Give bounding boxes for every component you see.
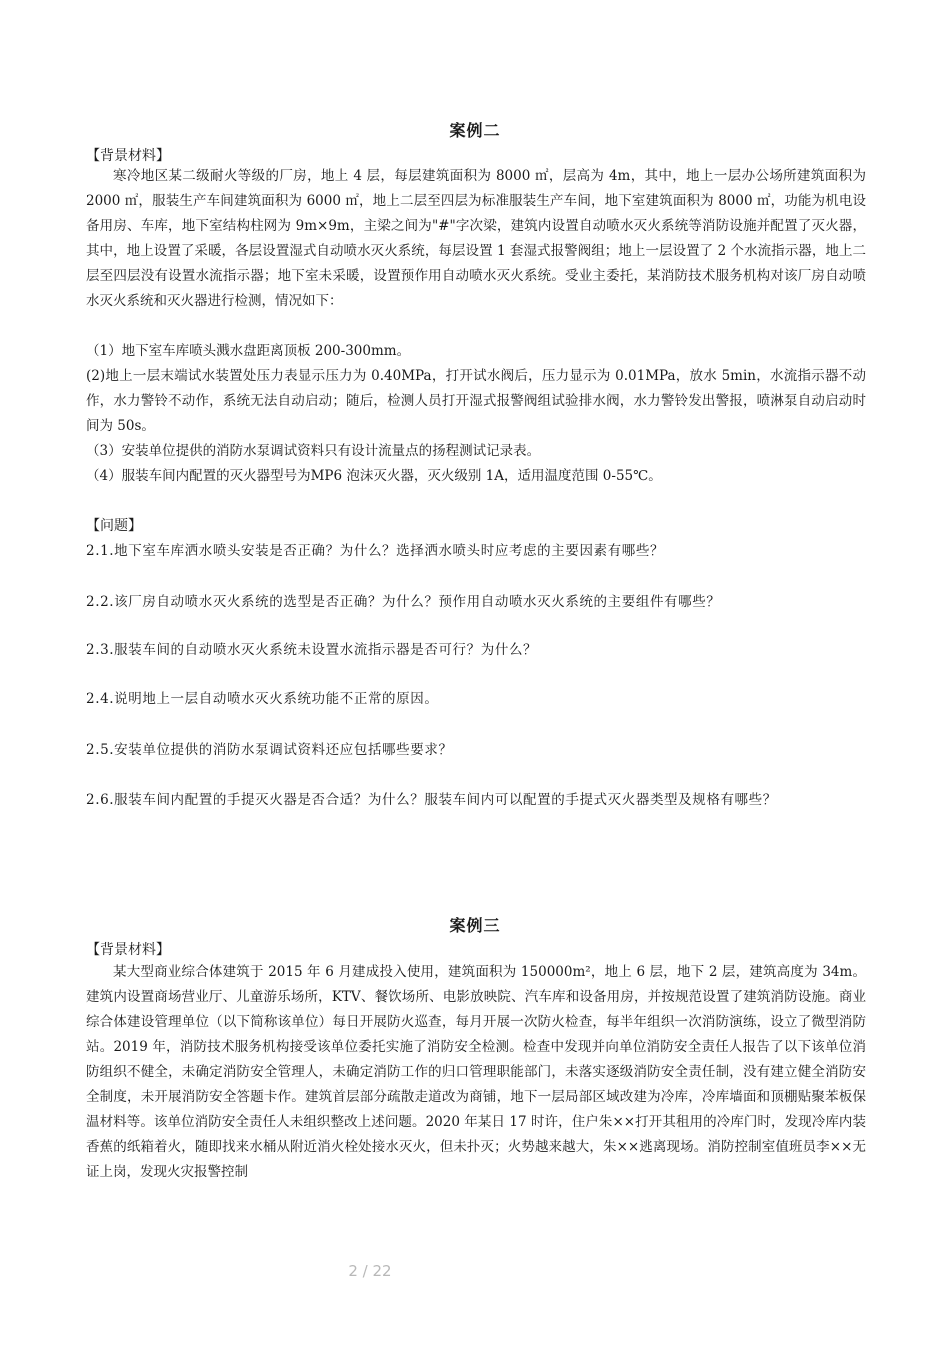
case2-item-4: （4）服装车间内配置的灭火器型号为MP6 泡沫灭火器，灭火级别 1A，适用温度范围 0-55℃。 <box>86 468 662 484</box>
case2-title: 案例二 <box>449 121 501 140</box>
question-2-5: 2.5.安装单位提供的消防水泵调试资料还应包括哪些要求？ <box>86 742 453 758</box>
question-2-2: 2.2.该厂房自动喷水灭火系统的选型是否正确？为什么？预作用自动喷水灭火系统的主要组件有哪些？ <box>86 594 721 610</box>
case3-title: 案例三 <box>449 916 501 935</box>
page-indicator: 2 / 22 <box>348 1262 392 1280</box>
case3-background-label: 【背景材料】 <box>86 942 170 958</box>
question-2-3: 2.3.服装车间的自动喷水灭火系统未设置水流指示器是否可行？为什么？ <box>86 642 538 658</box>
case2-item-1: （1）地下室车库喷头溅水盘距离顶板 200-300mm。 <box>86 343 411 359</box>
case2-background-text: 寒冷地区某二级耐火等级的厂房，地上 4 层，每层建筑面积为 8000 ㎡，层高为 4m，其中，地上一层办公场所建筑面积为 2000 ㎡，服装生产车间建筑面积为 6000 ㎡，地上二层至四层为标准服装生产车间，地下室建筑面积为 8000 ㎡，功能为机电设备用房、车库，地下室结构柱网为 9m×9m，主梁之间为"#"字次梁，建筑内设置自动喷水灭火系统等消防设施并配置了灭火器，其中，地上设置了采暖，各层设置湿式自动喷水灭火系统，每层设置 1 套湿式报警阀组；地上一层设置了 2 个水流指示器，地上二层至四层没有设置水流指示器；地下室未采暖，设置预作用自动喷水灭火系统。受业主委托，某消防技术服务机构对该厂房自动喷水灭火系统和灭火器进行检测，情况如下： <box>86 168 866 309</box>
case2-item-3: （3）安装单位提供的消防水泵调试资料只有设计流量点的扬程测试记录表。 <box>86 443 541 459</box>
question-2-6: 2.6.服装车间内配置的手提灭火器是否合适？为什么？服装车间内可以配置的手提式灭火器类型及规格有哪些？ <box>86 792 777 808</box>
case2-background-label: 【背景材料】 <box>86 148 170 164</box>
question-2-1: 2.1.地下室车库洒水喷头安装是否正确？为什么？选择洒水喷头时应考虑的主要因素有哪些？ <box>86 543 665 559</box>
case3-background-text: 某大型商业综合体建筑于 2015 年 6 月建成投入使用，建筑面积为 150000m²，地上 6 层，地下 2 层，建筑高度为 34m。建筑内设置商场营业厅、儿童游乐场所，KTV、餐饮场所、电影放映院、汽车库和设备用房，并按规范设置了建筑消防设施。商业综合体建设管理单位（以下简称该单位）每日开展防火巡查，每月开展一次防火检查，每半年组织一次消防演练，设立了微型消防站。2019 年，消防技术服务机构接受该单位委托实施了消防安全检测。检查中发现并向单位消防安全责任人报告了以下该单位消防组织不健全，未确定消防安全管理人，未确定消防工作的归口管理职能部门，未落实逐级消防安全责任制，没有建立健全消防安全制度，未开展消防安全答题卡作。建筑首层部分疏散走道改为商铺，地下一层局部区域改建为冷库，冷库墙面和顶棚贴聚苯板保温材料等。该单位消防安全责任人未组织整改上述问题。2020 年某日 17 时许，住户朱××打开其租用的冷库门时，发现冷库内装香蕉的纸箱着火，随即找来水桶从附近消火栓处接水灭火，但未扑灭；火势越来越大，朱××逃离现场。消防控制室值班员李××无证上岗，发现火灾报警控制 <box>86 964 866 1180</box>
case2-item-2: (2)地上一层末端试水装置处压力表显示压力为 0.40MPa，打开试水阀后，压力显示为 0.01MPa，放水 5min，水流指示器不动作，水力警铃不动作，系统无法自动启动；随后，检测人员打开湿式报警阀组试验排水阀，水力警铃发出警报，喷淋泵自动启动时间为 50s。 <box>86 368 866 434</box>
case2-questions-label: 【问题】 <box>86 518 142 534</box>
question-2-4: 2.4.说明地上一层自动喷水灭火系统功能不正常的原因。 <box>86 691 439 707</box>
